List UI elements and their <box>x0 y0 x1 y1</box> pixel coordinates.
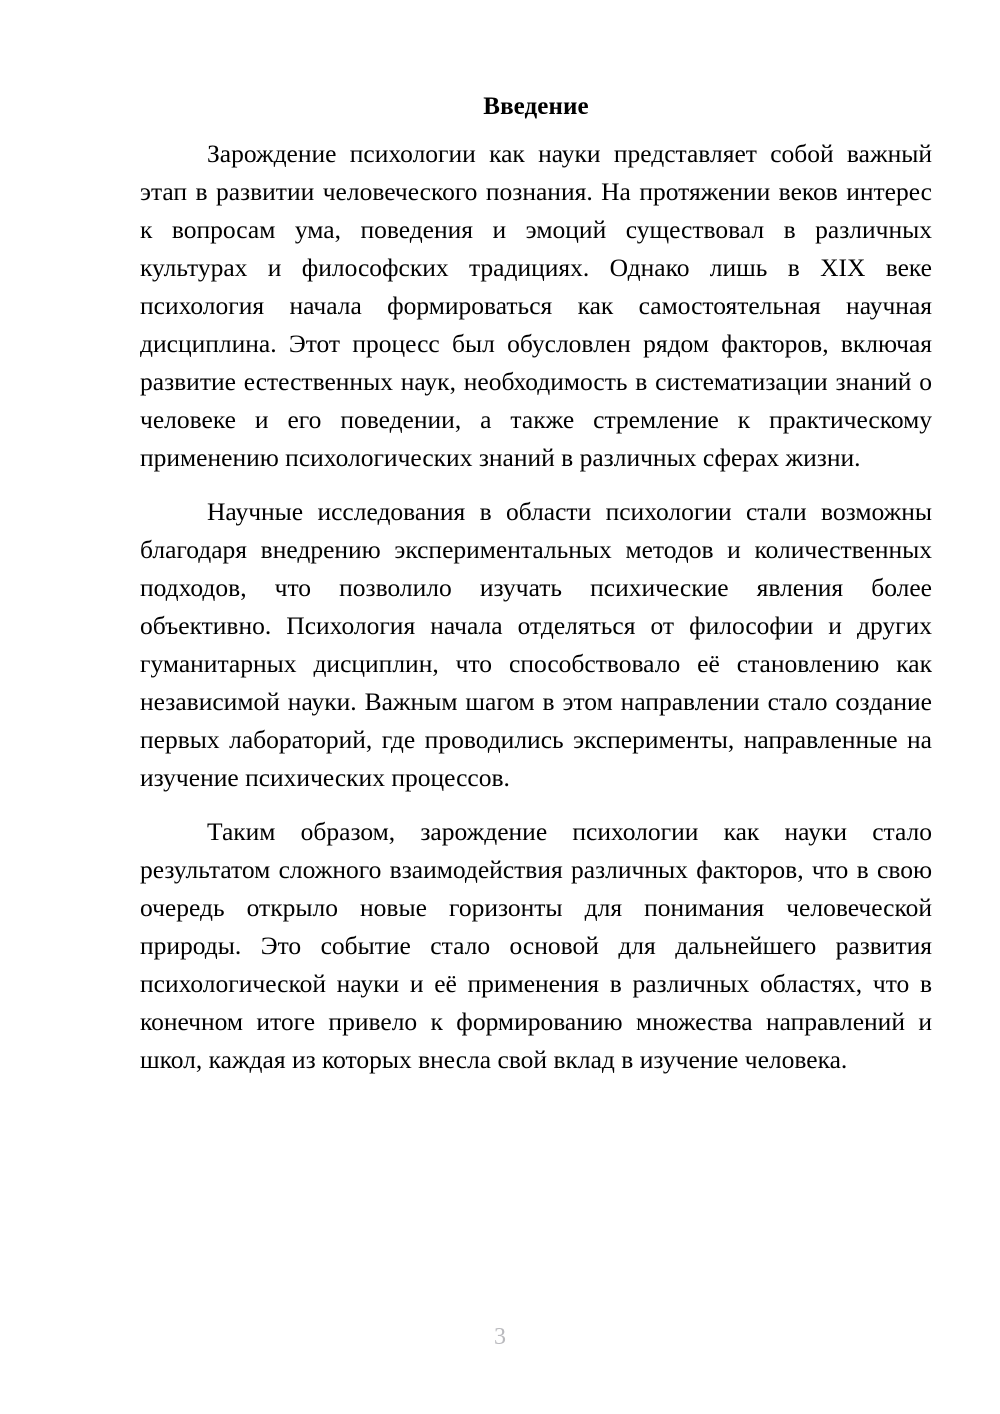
body-paragraph: Научные исследования в области психологии стали возможны благодаря внедрению экспериментальных методов и количественных подходов, что позволило изучать психические явления более объективно. Психология начала отделяться от философии и других гуманитарных дисциплин, что способствовало её становлению как независимой науки. Важным шагом в этом направлении стало создание первых лабораторий, где проводились эксперименты, направленные на изучение психических процессов. <box>140 497 932 792</box>
page-content <box>140 88 932 1079</box>
body-paragraph: Таким образом, зарождение психологии как науки стало результатом сложного взаимодействия различных факторов, что в свою очередь открыло новые горизонты для понимания человеческой природы. Это событие стало основой для дальнейшего развития психологической науки и её применения в различных областях, что в конечном итоге привело к формированию множества направлений и школ, каждая из которых внесла свой вклад в изучение человека. <box>140 817 932 1074</box>
page-number: 3 <box>494 1324 506 1350</box>
body-paragraph: Зарождение психологии как науки представляет собой важный этап в развитии человеческого познания. На протяжении веков интерес к вопросам ума, поведения и эмоций существовал в различных культурах и философских традициях. Однако лишь в XIX веке психология начала формироваться как самостоятельная научная дисциплина. Этот процесс был обусловлен рядом факторов, включая развитие естественных наук, необходимость в систематизации знаний о человеке и его поведении, а также стремление к практическому применению психологических знаний в различных сферах жизни. <box>140 139 932 472</box>
page-title: Введение <box>483 93 589 120</box>
